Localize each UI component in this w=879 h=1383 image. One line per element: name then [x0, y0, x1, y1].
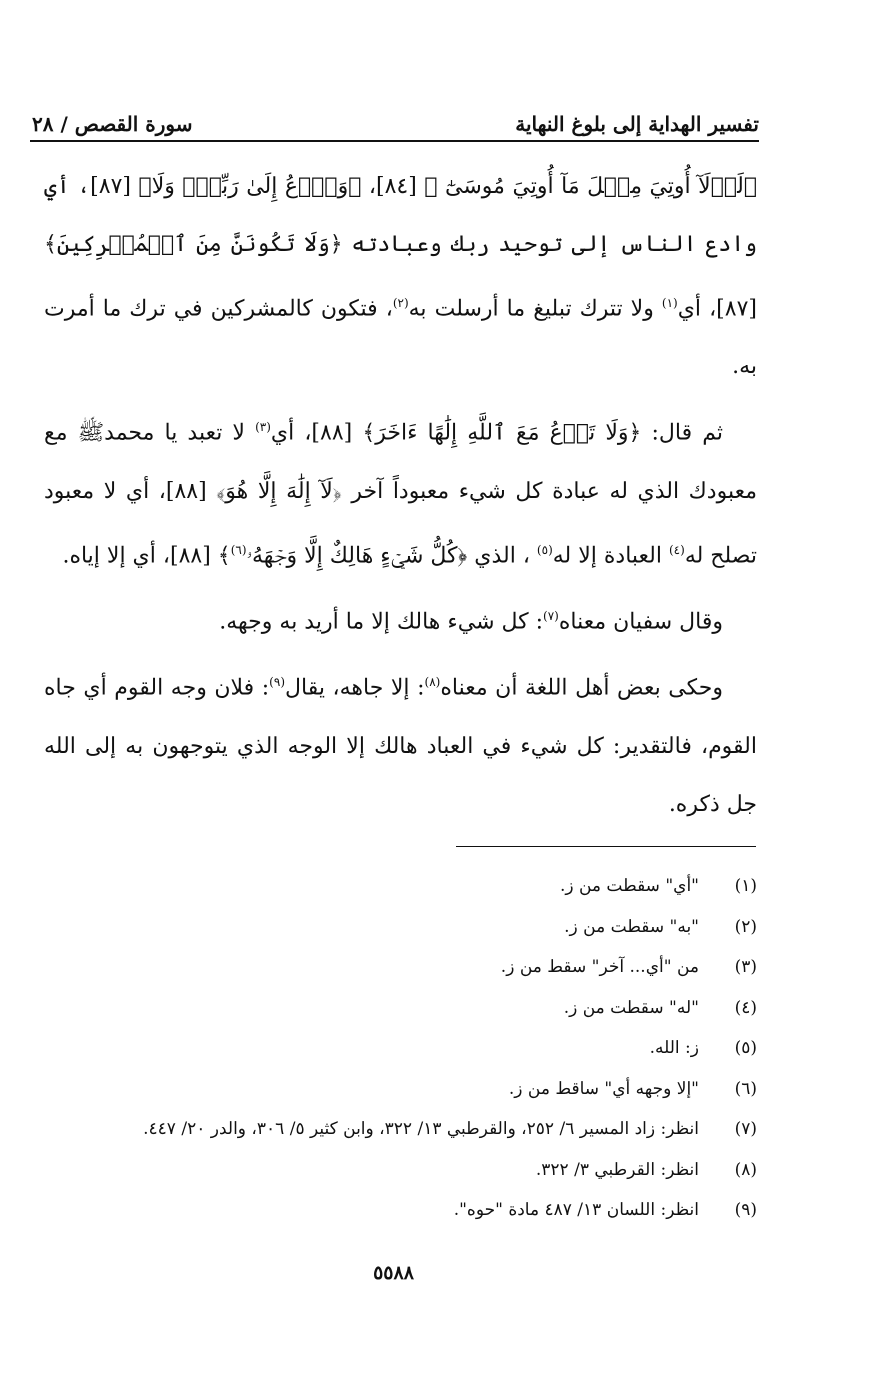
footnote-number: (٢)	[734, 916, 757, 937]
footnote-item	[60, 947, 757, 988]
footnote-number: (٦)	[734, 1078, 757, 1099]
text-run: : فلان وجه القوم أي جاه القوم، فالتقدير: كل شيء في العباد هالك إلا الوجه الذي يتوجهون به إلى الله جل ذكره.	[44, 675, 757, 817]
text-run: ، فتكون كالمشركين في ترك ما أمرت به.	[44, 296, 757, 380]
footnote-text: "أي" سقطت من ز.	[559, 876, 699, 896]
running-header	[32, 92, 759, 136]
paragraph-2	[44, 398, 757, 585]
footnote-number: (٨)	[734, 1159, 757, 1180]
footnote-item	[60, 1028, 757, 1069]
footnote-item	[60, 1109, 757, 1150]
footnote-text: انظر: القرطبي ٣/ ٣٢٢.	[535, 1159, 699, 1180]
footnote-number: (١)	[734, 876, 757, 896]
footnote-item	[60, 1069, 757, 1110]
text-run: ولا تترك تبليغ ما أرسلت به	[408, 296, 662, 322]
footnote-text: "إلا وجهه أي" ساقط من ز.	[508, 1078, 699, 1099]
footnote-ref[interactable]: (٢)	[392, 296, 409, 310]
footnote-divider	[456, 846, 756, 847]
footnote-item	[60, 907, 757, 948]
text-run: : كل شيء هالك إلا ما أريد به وجهه.	[219, 609, 544, 635]
text-run: ثم قال: ﴿وَلَا تَدۡعُ مَعَ ٱللَّهِ إِلَٰهًا ءَاخَرَ﴾ [٨٨]، أي	[270, 420, 723, 446]
footnote-ref[interactable]: (٦)	[230, 542, 247, 557]
text-run: ﴾ [٨٨]، أي إلا إياه.	[62, 542, 231, 568]
footnote-number: (٥)	[734, 1038, 757, 1058]
footnotes	[60, 866, 757, 1231]
text-run: وحكى بعض أهل اللغة أن معناه	[440, 675, 723, 701]
paragraph-4	[44, 653, 757, 833]
footnote-number: (٩)	[734, 1200, 757, 1220]
header-divider	[30, 140, 759, 142]
text-run: لا تعبد يا محمدﷺ مع معبودك الذي له عبادة كل شيء معبوداً آخر ﴿لَآ إِلَٰهَ إِلَّا هُوَ﴾ [٨٨]، أي لا معبود تصلح له	[44, 420, 757, 568]
footnote-number: (٧)	[734, 1119, 757, 1139]
footnote-ref[interactable]: (٩)	[269, 675, 285, 690]
text-run: ، الذي ﴿كُلُّ شَيۡءٍ هَالِكٌ إِلَّا وَجۡهَهُۥ	[246, 542, 537, 568]
footnote-number: (٣)	[734, 957, 757, 977]
footnote-item	[60, 988, 757, 1029]
footnote-text: ز: الله.	[649, 1038, 699, 1058]
footnote-text: انظر: زاد المسير ٦/ ٢٥٢، والقرطبي ١٣/ ٣٢٢، وابن كثير ٥/ ٣٠٦، والدر ٢٠/ ٤٤٧.	[143, 1119, 699, 1139]
text-run: وقال سفيان معناه	[558, 609, 723, 635]
text-run: العبادة إلا له	[552, 542, 669, 568]
surah-reference: سورة القصص / ٢٨	[32, 112, 193, 136]
footnote-text: "له" سقطت من ز.	[563, 997, 699, 1018]
book-title: تفسير الهداية إلى بلوغ النهاية	[515, 112, 759, 136]
page-number: ٥٥٨٨	[373, 1262, 414, 1284]
footnote-ref[interactable]: (٣)	[255, 420, 271, 435]
footnote-number: (٤)	[734, 997, 757, 1018]
footnote-ref[interactable]: (٥)	[536, 542, 553, 557]
main-text	[44, 158, 757, 834]
text-run: ﴿لَوۡلَآ أُوتِيَ مِثۡلَ مَآ أُوتِيَ مُوسَىٰٓ ﴾ [٨٤]، ﴿وَٱدۡعُ إِلَىٰ رَبِّكَۖ وَلَا﴾ [٨٧]، أي وادع الناس إلى توحيد ربك وعبادته ﴿وَلَا تَكُونَنَّ مِنَ ٱلۡمُشۡرِكِينَ﴾ [٨٧]، أي	[44, 174, 758, 322]
text-run: : إلا جاهه، يقال	[285, 675, 425, 701]
footnote-text: من "أي... آخر" سقط من ز.	[500, 957, 699, 977]
footnote-ref[interactable]: (٧)	[543, 608, 559, 623]
footnote-item	[60, 1150, 757, 1191]
paragraph-1	[44, 158, 757, 396]
footnote-ref[interactable]: (٤)	[668, 542, 685, 557]
footnote-ref[interactable]: (٨)	[424, 675, 441, 690]
footnote-text: انظر: اللسان ١٣/ ٤٨٧ مادة "حوه".	[453, 1200, 699, 1220]
footnote-ref[interactable]: (١)	[661, 296, 678, 310]
footnote-item	[60, 866, 757, 907]
paragraph-3	[44, 587, 757, 651]
footnote-item	[60, 1190, 757, 1231]
footnote-text: "به" سقطت من ز.	[564, 916, 699, 937]
